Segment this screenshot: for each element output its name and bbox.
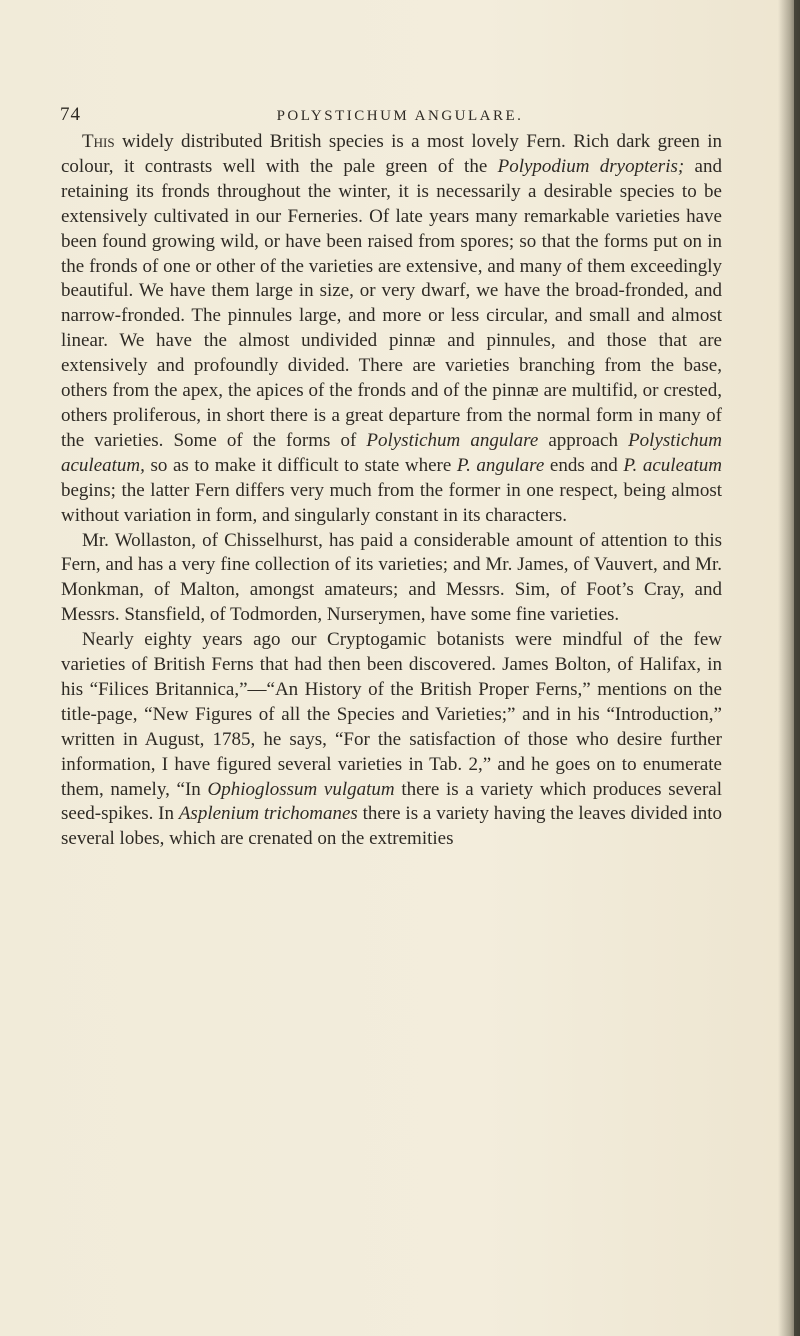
body-text — [61, 130, 722, 852]
paragraph — [61, 628, 722, 852]
italic-term: Ophioglossum vulgatum — [207, 778, 395, 800]
page-number: 74 — [60, 104, 81, 125]
italic-term: P. angulare — [456, 454, 545, 476]
text-run: begins; the latter Fern differs very much from the former in one respect, being almost without variation in form, and singularly constant in its characters. — [61, 479, 722, 526]
italic-term: Polystichum aculeatum, — [61, 429, 722, 476]
text-run: This — [82, 131, 115, 152]
text-run: there is a variety which produces several seed-spikes. In — [61, 778, 722, 825]
italic-term: Polypodium dryopteris; — [497, 155, 685, 177]
italic-term: P. aculeatum — [623, 454, 723, 476]
italic-term: Asplenium trichomanes — [178, 803, 358, 825]
italic-term: Polystichum angulare — [366, 429, 539, 451]
text-run: approach — [538, 429, 629, 451]
text-run: so as to make it difficult to state where — [144, 454, 457, 476]
paragraph — [61, 529, 722, 629]
book-edge — [794, 0, 800, 1336]
text-run: ends and — [544, 454, 624, 476]
text-run: Nearly eighty years ago our Cryptogamic botanists were mindful of the few varieties of British Ferns that had then been discovered. James Bolton, of Halifax, in his “Filices Britannica,”—“An History of the British Proper Ferns,” mentions on the title-page, “New Figures of all the Species and Varieties;” and in his “Introduction,” written in August, 1785, he says, “For the satisfaction of those who desire further information, I have figured several varieties in Tab. 2,” and he goes on to enumerate them, namely, “In — [61, 629, 722, 800]
text-run: Mr. Wollaston, of Chisselhurst, has paid a considerable amount of attention to this Fern, and has a very fine collection of its varieties; and Mr. James, of Vauvert, and Mr. Monkman, of Malton, amongst amateurs; and Messrs. Sim, of Foot’s Cray, and Messrs. Stansfield, of Todmorden, Nurserymen, have some fine varieties. — [61, 529, 722, 626]
running-head: POLYSTICHUM ANGULARE. — [276, 108, 524, 124]
paragraph — [61, 130, 722, 529]
text-run: there is a variety having the leaves divided into several lobes, which are crenated on the extremities — [61, 803, 723, 850]
text-run: and retaining its fronds throughout the winter, it is necessarily a desirable species to be extensively cultivated in our Ferneries. Of late years many remarkable varieties have been found growing wild, or have been raised from spores; so that the forms put on in the fronds of one or other of the varieties are extensive, and many of them exceedingly beautiful. We have them large in size, or very dwarf, we have the broad-fronded, and narrow-fronded. The pinnules large, and more or less circular, and small and almost linear. We have the almost undivided pinnæ and pinnules, and those that are extensively and profoundly divided. There are varieties branching from the base, others from the apex, the apices of the fronds and of the pinnæ are multifid, or crested, others proliferous, in short there is a great departure from the normal form in many of the varieties. Some of the forms of — [61, 155, 722, 451]
text-run: widely distributed British species is a most lovely Fern. Rich dark green in colour, it contrasts well with the pale green of the — [61, 131, 722, 177]
